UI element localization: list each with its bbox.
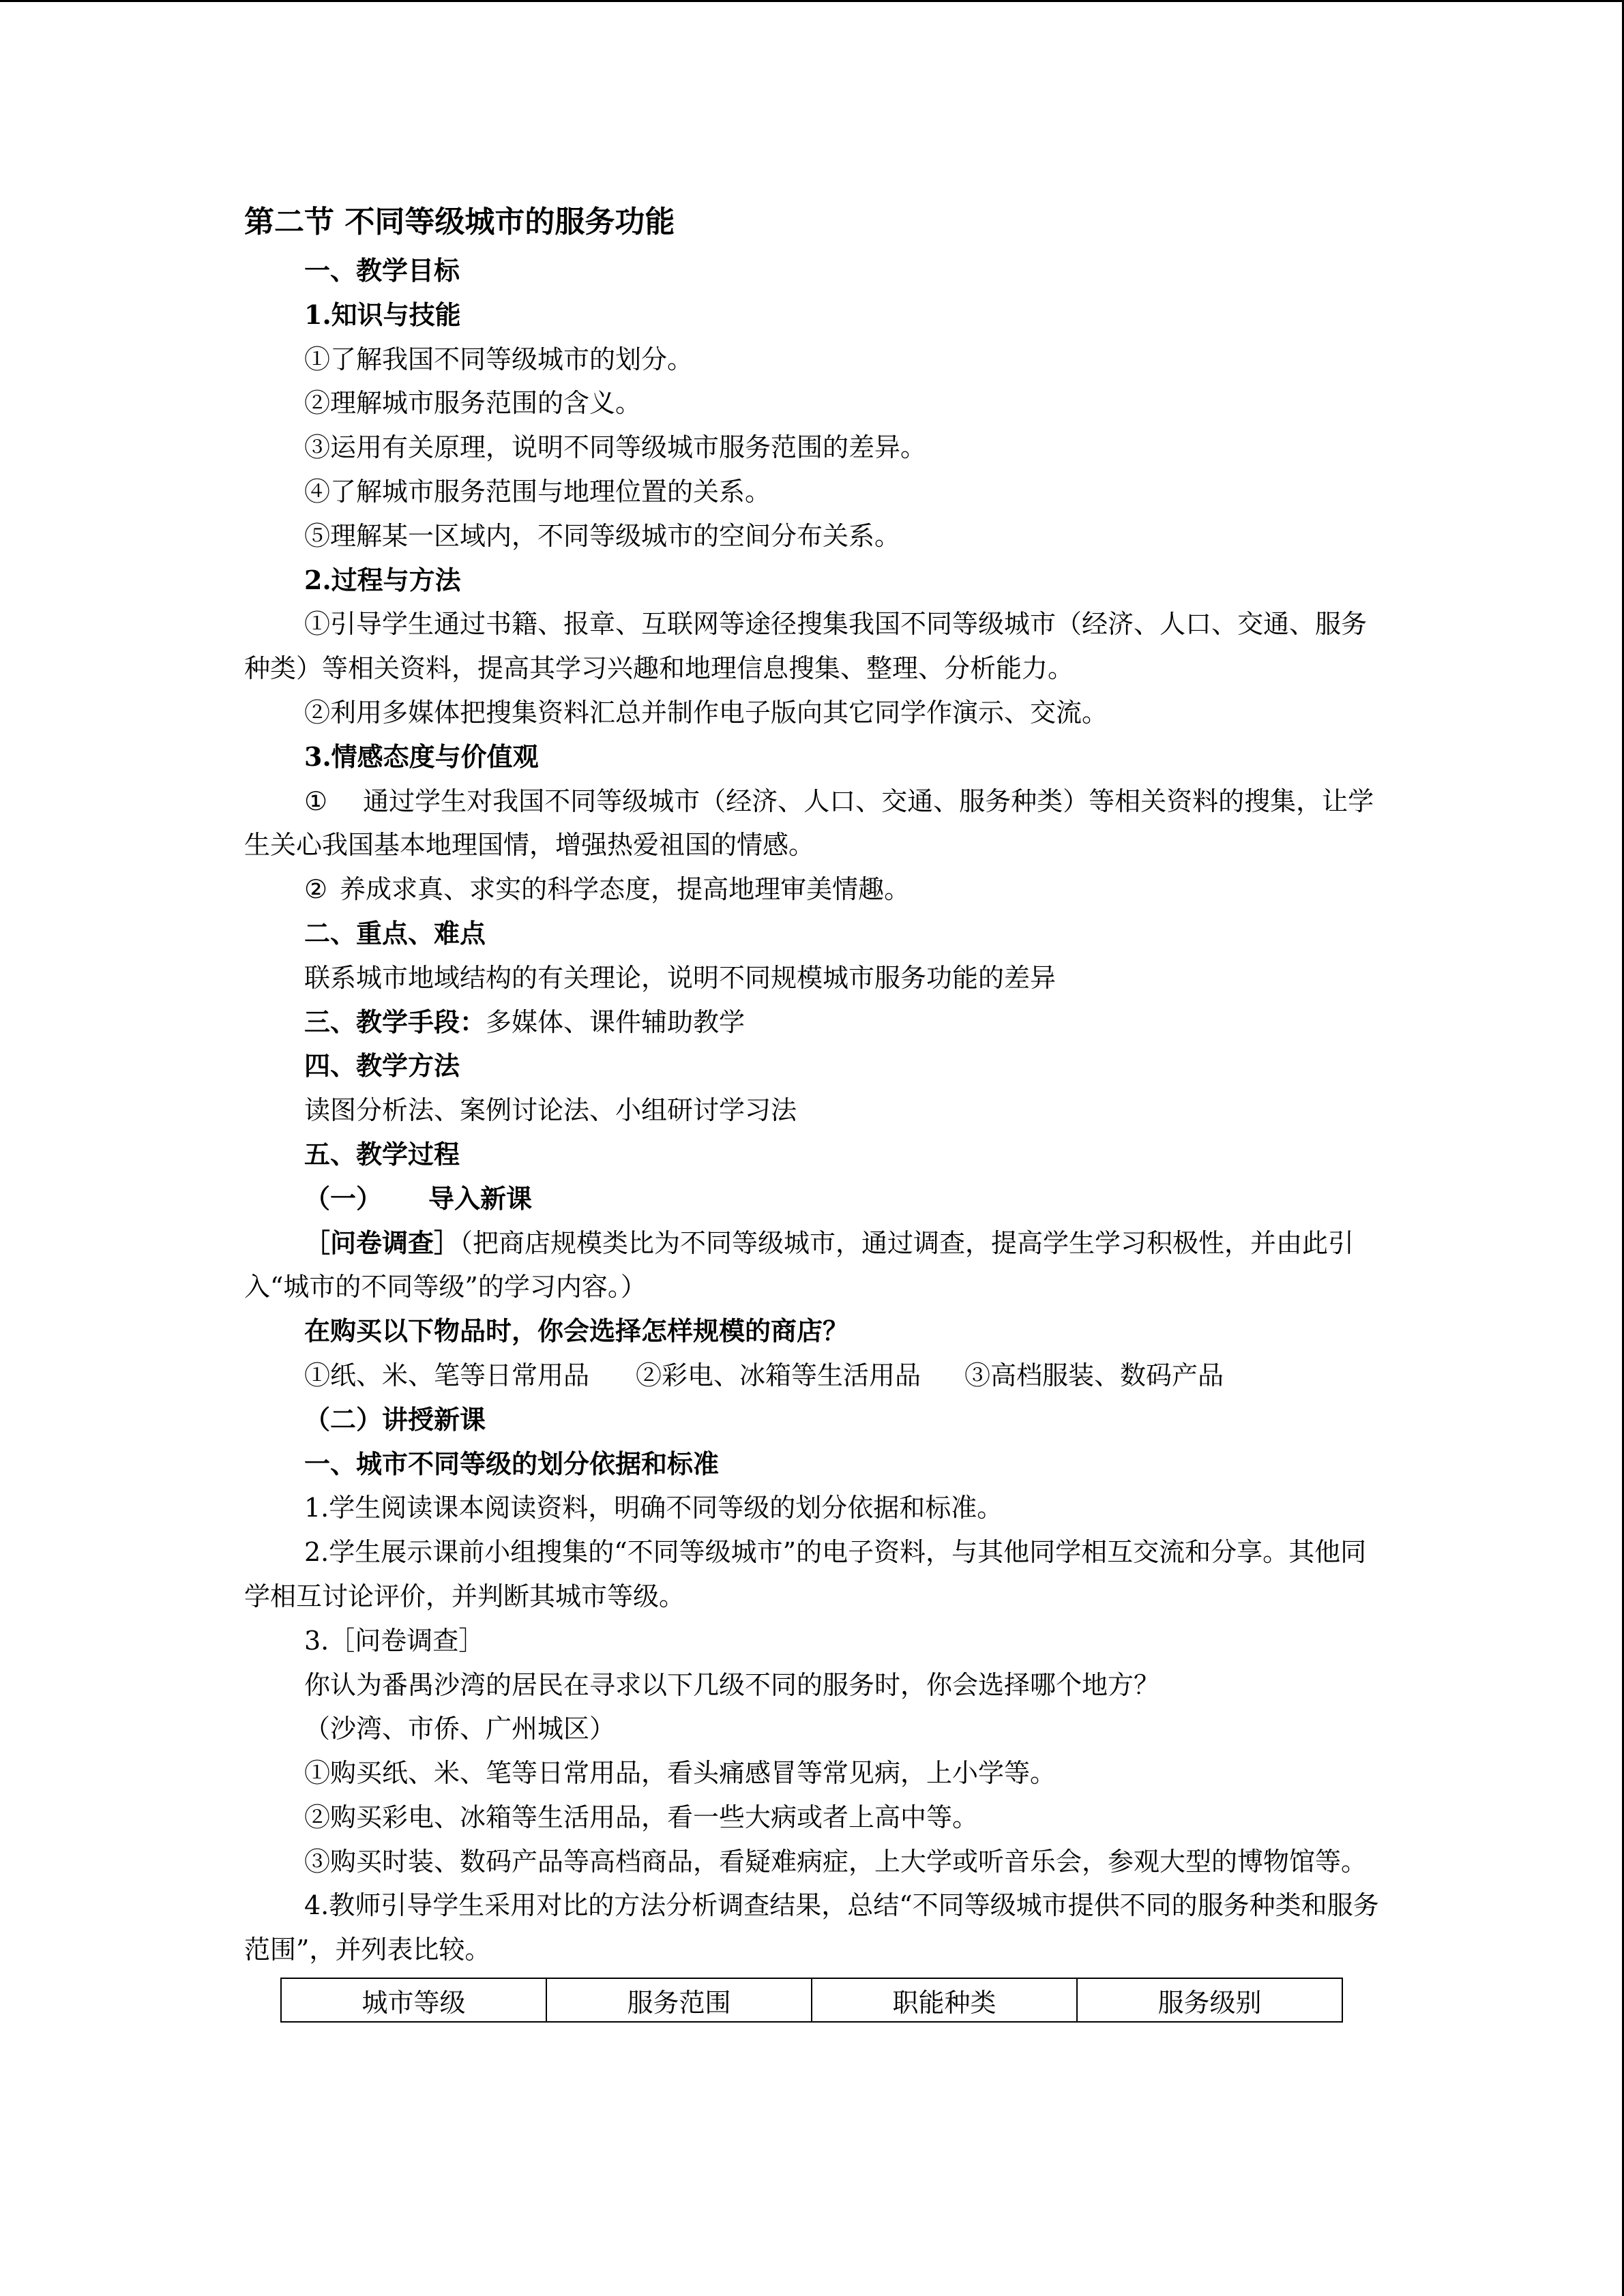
lesson-step: 3.［问卷调查］ bbox=[304, 1625, 485, 1656]
part-number: （一） bbox=[304, 1182, 383, 1214]
lesson-item: ②购买彩电、冰箱等生活用品，看一些大病或者上高中等。 bbox=[304, 1802, 979, 1832]
part-new-lesson: （二）讲授新课 bbox=[304, 1403, 486, 1435]
part-intro bbox=[244, 1177, 1382, 1221]
table-header-row bbox=[281, 1978, 1342, 2022]
lesson-places: （沙湾、市侨、广州城区） bbox=[304, 1714, 616, 1744]
lesson-item: ③购买时装、数码产品等高档商品，看疑难病症，上大学或听音乐会，参观大型的博物馆等。 bbox=[304, 1846, 1368, 1877]
table-header-cell: 城市等级 bbox=[281, 1978, 546, 2022]
objective-item: ③运用有关原理，说明不同等级城市服务范围的差异。 bbox=[304, 432, 927, 463]
item-number: ② bbox=[304, 874, 328, 905]
section-heading-methods: 四、教学方法 bbox=[304, 1050, 460, 1082]
lesson-subheading: 一、城市不同等级的划分依据和标准 bbox=[304, 1448, 720, 1479]
objective-item: ②理解城市服务范围的含义。 bbox=[304, 388, 642, 419]
attitude-text: 通过学生对我国不同等级城市（经济、人口、交通、服务种类）等相关资料的搜集，让学生关心我国基本地理国情，增强热爱祖国的情感。 bbox=[244, 786, 1374, 861]
part-title: 导入新课 bbox=[428, 1182, 533, 1214]
item-number: ① bbox=[304, 786, 328, 816]
lesson-question: 你认为番禺沙湾的居民在寻求以下几级不同的服务时，你会选择哪个地方？ bbox=[304, 1669, 1160, 1700]
lesson-step: 1.学生阅读课本阅读资料，明确不同等级的划分依据和标准。 bbox=[304, 1493, 1003, 1523]
lesson-item: ①购买纸、米、笔等日常用品，看头痛感冒等常见病，上小学等。 bbox=[304, 1758, 1057, 1789]
objective-item: ①了解我国不同等级城市的划分。 bbox=[304, 344, 694, 374]
survey-question: 在购买以下物品时，你会选择怎样规模的商店？ bbox=[304, 1315, 849, 1347]
section-heading-key-points: 二、重点、难点 bbox=[304, 917, 486, 949]
table-header-cell: 职能种类 bbox=[812, 1978, 1077, 2022]
objective-item: ⑤理解某一区域内，不同等级城市的空间分布关系。 bbox=[304, 520, 901, 551]
comparison-table bbox=[280, 1978, 1343, 2023]
section-heading-objectives: 一、教学目标 bbox=[304, 255, 460, 286]
survey-tag: ［问卷调查］ bbox=[304, 1227, 460, 1258]
section-heading-means: 三、教学手段： bbox=[304, 1006, 486, 1037]
subheading-knowledge-skills: 1.知识与技能 bbox=[304, 299, 461, 330]
attitude-text: 养成求真、求实的科学态度，提高地理审美情趣。 bbox=[340, 874, 911, 905]
lesson-step: 4.教师引导学生采用对比的方法分析调查结果，总结“不同等级城市提供不同的服务种类和服务范围”，并列表比较。 bbox=[244, 1890, 1379, 1965]
survey-text: （把商店规模类比为不同等级城市，通过调查，提高学生学习积极性，并由此引入“城市的不同等级”的学习内容。） bbox=[244, 1227, 1355, 1302]
section-heading-process: 五、教学过程 bbox=[304, 1138, 460, 1169]
option-item: ②彩电、冰箱等生活用品 bbox=[636, 1360, 921, 1390]
survey-options bbox=[244, 1354, 1382, 1398]
subheading-attitude-values: 3.情感态度与价值观 bbox=[304, 741, 539, 772]
attitude-paragraph bbox=[244, 867, 1382, 912]
table-header-cell: 服务级别 bbox=[1077, 1978, 1342, 2022]
subheading-process-method: 2.过程与方法 bbox=[304, 564, 461, 595]
key-points-text: 联系城市地域结构的有关理论，说明不同规模城市服务功能的差异 bbox=[304, 962, 1057, 993]
methods-text: 读图分析法、案例讨论法、小组研讨学习法 bbox=[304, 1095, 797, 1126]
document-body bbox=[244, 196, 1382, 2023]
survey-paragraph bbox=[244, 1221, 1382, 1310]
section-teaching-means bbox=[244, 1000, 1382, 1045]
process-paragraph: ①引导学生通过书籍、报章、互联网等途径搜集我国不同等级城市（经济、人口、交通、服务种类）等相关资料，提高其学习兴趣和地理信息搜集、整理、分析能力。 bbox=[244, 609, 1368, 684]
process-paragraph: ②利用多媒体把搜集资料汇总并制作电子版向其它同学作演示、交流。 bbox=[304, 697, 1108, 728]
table-header-cell: 服务范围 bbox=[546, 1978, 812, 2022]
page-title: 第二节 不同等级城市的服务功能 bbox=[244, 205, 675, 239]
option-item: ①纸、米、笔等日常用品 bbox=[304, 1360, 590, 1390]
attitude-paragraph bbox=[244, 779, 1382, 868]
lesson-step: 2.学生展示课前小组搜集的“不同等级城市”的电子资料，与其他同学相互交流和分享。其他同学相互讨论评价，并判断其城市等级。 bbox=[244, 1537, 1367, 1611]
option-item: ③高档服装、数码产品 bbox=[964, 1360, 1224, 1390]
means-text: 多媒体、课件辅助教学 bbox=[486, 1007, 745, 1037]
objective-item: ④了解城市服务范围与地理位置的关系。 bbox=[304, 476, 771, 507]
